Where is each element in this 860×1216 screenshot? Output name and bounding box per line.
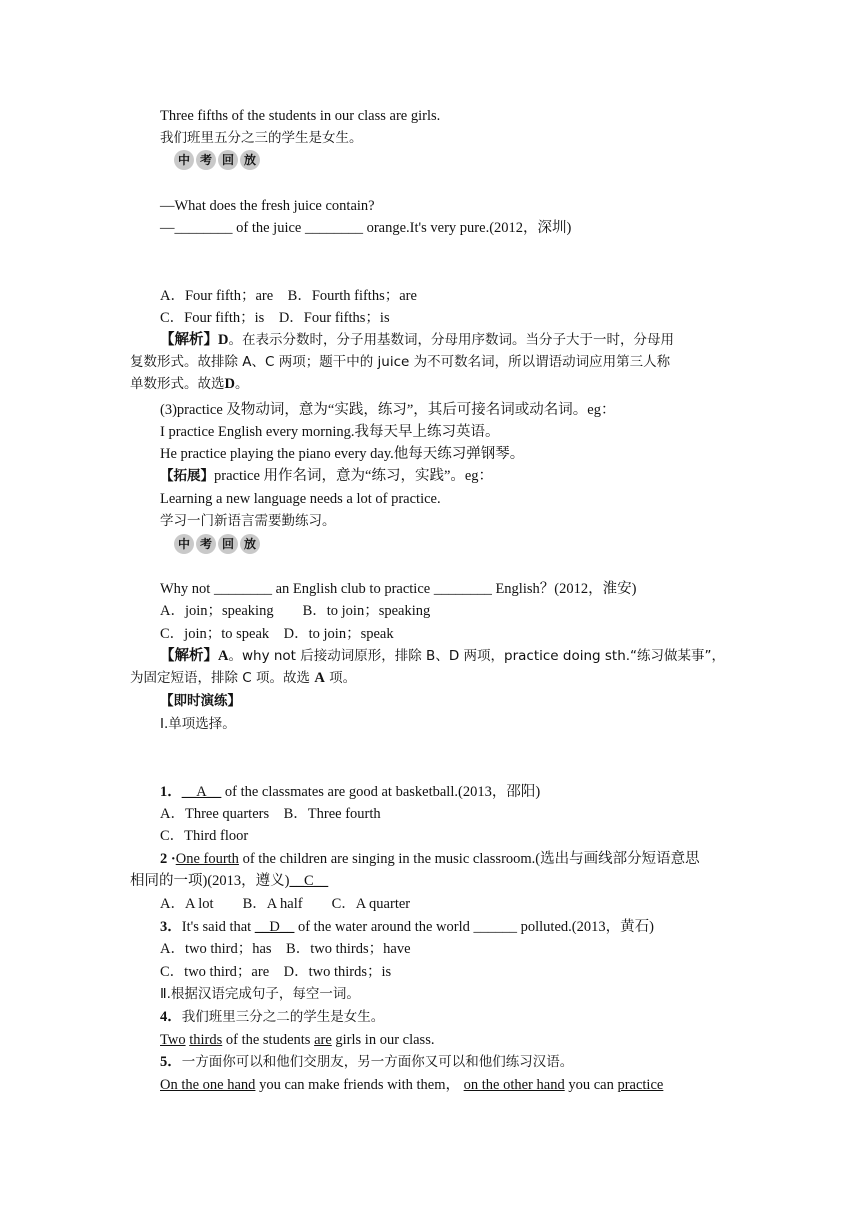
exercise-text: of the children are singing in the music classroom.(选出与画线部分短语意思: [238, 851, 700, 867]
analysis-line: [160, 646, 725, 666]
text-line: (3)practice 及物动词，意为“实践，练习”，其后可接名词或动名词。eg：: [160, 402, 616, 418]
exercise-number: 1．: [160, 784, 182, 800]
option-line: A．join；speaking B．to join；speaking: [160, 603, 431, 619]
analysis-line: 复数形式。故排除 A、C 两项；题干中的 juice 为不可数名词，所以谓语动词应用第三人称: [130, 354, 671, 370]
analysis-text: 为固定短语，排除 C 项。故选: [130, 670, 315, 686]
question-line: —What does the fresh juice contain?: [160, 198, 375, 214]
example-line: I practice English every morning.我每天早上练习英语。: [160, 424, 500, 440]
exercise-text: of the water around the world ______ polluted.(2013，黄石): [294, 919, 654, 935]
exercise-text: of the classmates are good at basketball.(2013，邵阳): [221, 784, 541, 800]
answer-line: [160, 1030, 434, 1050]
section-heading: Ⅰ.单项选择。: [160, 716, 236, 732]
text-line: 我们班里五分之三的学生是女生。: [160, 130, 363, 146]
exercise-number: 4．: [160, 1009, 182, 1025]
exercise-text: It's said that: [181, 919, 255, 935]
question-line: —________ of the juice ________ orange.It's very pure.(2012，深圳): [160, 220, 572, 236]
option-line: A．two third；has B．two thirds；have: [160, 941, 411, 957]
answer-word: Two: [160, 1032, 186, 1048]
answer-blank: __A__: [181, 784, 222, 800]
exercise-text: 一方面你可以和他们交朋友，另一方面你又可以和他们练习汉语。: [181, 1054, 574, 1070]
option-line: A．Three quarters B．Three fourth: [160, 806, 381, 822]
analysis-text: 项。: [324, 670, 357, 686]
exercise-number: 2 ·: [160, 851, 176, 867]
exercise-number: 5．: [160, 1054, 182, 1070]
answer-text: you can: [564, 1077, 618, 1093]
extension-head: 【拓展】: [160, 468, 214, 484]
example-line: Learning a new language needs a lot of practice.: [160, 491, 441, 507]
analysis-head: 【解析】D: [160, 332, 229, 348]
exercise-line: [160, 1052, 573, 1072]
answer-word: are: [314, 1032, 332, 1048]
extension-text: practice 用作名词，意为“练习，实践”。eg：: [214, 468, 494, 484]
exercise-text: 我们班里三分之二的学生是女生。: [181, 1009, 385, 1025]
option-line: C．Third floor: [160, 828, 249, 844]
answer-word: practice: [617, 1077, 664, 1093]
option-line: A．Four fifth；are B．Fourth fifths；are: [160, 288, 417, 304]
option-line: C．two third；are D．two thirds；is: [160, 964, 392, 980]
exercise-line: [160, 917, 654, 937]
badge-char: 中: [174, 150, 194, 170]
underlined-phrase: One fourth: [175, 851, 239, 867]
answer-letter: D: [224, 376, 235, 392]
answer-text: of the students: [222, 1032, 315, 1048]
exercise-text: 相同的一项)(2013，遵义): [130, 873, 290, 889]
answer-word: thirds: [189, 1032, 223, 1048]
question-line: Why not ________ an English club to practice ________ English？(2012，淮安): [160, 581, 637, 597]
badge-char: 中: [174, 534, 194, 554]
exercise-line: [160, 782, 540, 802]
badge-char: 考: [196, 534, 216, 554]
analysis-text: 单数形式。故选: [130, 376, 225, 392]
exercise-number: 3．: [160, 919, 182, 935]
answer-phrase: On the one hand: [160, 1077, 256, 1093]
option-line: A．A lot B．A half C．A quarter: [160, 896, 411, 912]
badge-char: 回: [218, 150, 238, 170]
example-line: 学习一门新语言需要勤练习。: [160, 513, 336, 529]
example-line: He practice playing the piano every day.他每天练习弹钢琴。: [160, 446, 525, 462]
analysis-text: 。在表示分数时，分子用基数词，分母用序数词。当分子大于一时，分母用: [228, 332, 674, 348]
exam-review-badge: [174, 534, 260, 554]
exam-review-badge: [174, 150, 260, 170]
answer-line: [160, 1075, 663, 1095]
extension-line: [160, 466, 493, 486]
analysis-text: 。why not 后接动词原形，排除 B、D 两项，practice doing sth.“练习做某事”，: [228, 648, 726, 664]
analysis-text: 。: [234, 376, 249, 392]
answer-text: girls in our class.: [331, 1032, 435, 1048]
badge-char: 放: [240, 150, 260, 170]
answer-phrase: on the other hand: [463, 1077, 565, 1093]
answer-text: you can make friends with them，: [255, 1077, 460, 1093]
section-heading: Ⅱ.根据汉语完成句子，每空一词。: [160, 986, 360, 1002]
option-line: C．Four fifth；is D．Four fifths；is: [160, 310, 390, 326]
answer-blank: __C__: [289, 873, 329, 889]
text-line: Three fifths of the students in our class are girls.: [160, 108, 441, 124]
analysis-head: 【解析】A: [160, 648, 229, 664]
section-heading: 【即时演练】: [160, 693, 241, 709]
exercise-line: [160, 849, 700, 869]
badge-char: 放: [240, 534, 260, 554]
badge-char: 回: [218, 534, 238, 554]
analysis-line: [160, 330, 674, 350]
exercise-line: [160, 1007, 384, 1027]
option-line: C．join；to speak D．to join；speak: [160, 626, 394, 642]
exercise-line: [130, 871, 328, 891]
analysis-line: [130, 374, 248, 394]
answer-blank: __D__: [254, 919, 295, 935]
answer-letter: A: [314, 670, 325, 686]
badge-char: 考: [196, 150, 216, 170]
analysis-line: [130, 668, 356, 688]
